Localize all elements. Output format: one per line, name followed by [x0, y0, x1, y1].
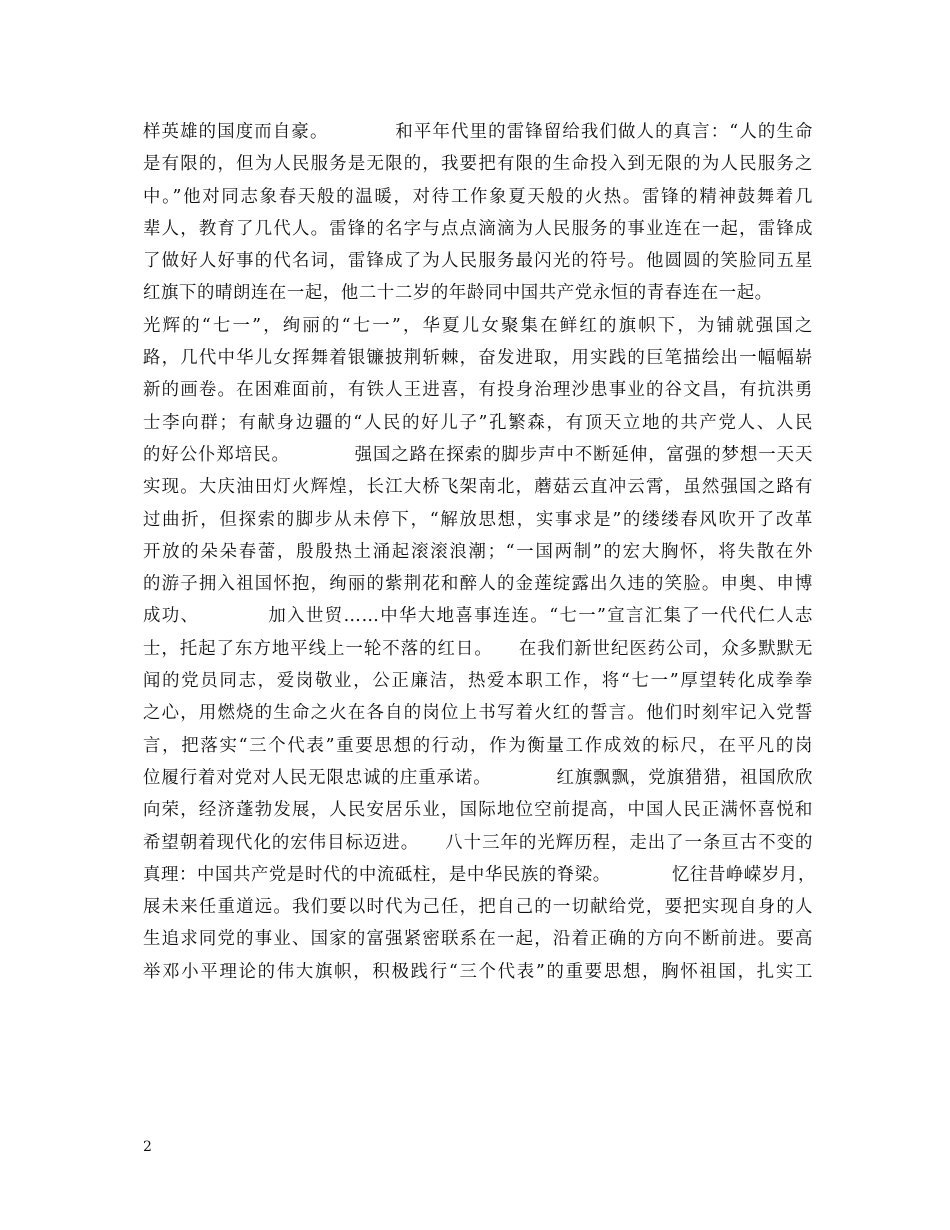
- text-line: 成功、 加入世贸……中华大地喜事连连。“七一”宣言汇集了一代代仁人志: [143, 606, 813, 627]
- text-line: 的游子拥入祖国怀抱，绚丽的紫荆花和醉人的金莲绽露出久违的笑脸。申奥、申博: [143, 574, 813, 595]
- text-line: 的好公仆郑培民。 强国之路在探索的脚步声中不断延伸，富强的梦想一天天: [143, 444, 813, 465]
- text-line: 展未来任重道远。我们要以时代为己任，把自己的一切献给党，要把实现自身的人: [143, 897, 813, 918]
- text-line: 生追求同党的事业、国家的富强紧密联系在一起，沿着正确的方向不断前进。要高: [143, 929, 813, 950]
- text-line: 新的画卷。在困难面前，有铁人王进喜，有投身治理沙患事业的谷文昌，有抗洪勇: [143, 380, 813, 401]
- text-line: 希望朝着现代化的宏伟目标迈进。 八十三年的光辉历程，走出了一条亘古不变的: [143, 832, 813, 853]
- text-line: 位履行着对党对人民无限忠诚的庄重承诺。 红旗飘飘，党旗猎猎，祖国欣欣: [143, 767, 813, 788]
- text-line: 真理：中国共产党是时代的中流砥柱，是中华民族的脊梁。 忆往昔峥嵘岁月，: [143, 864, 816, 885]
- text-line: 辈人，教育了几代人。雷锋的名字与点点滴滴为人民服务的事业连在一起，雷锋成: [143, 218, 813, 239]
- text-line: 样英雄的国度而自豪。 和平年代里的雷锋留给我们做人的真言：“人的生命: [143, 122, 813, 142]
- text-line: 光辉的“七一”，绚丽的“七一”，华夏儿女聚集在鲜红的旗帜下，为铺就强国之: [143, 315, 813, 336]
- text-line: 举邓小平理论的伟大旗帜，积极践行“三个代表”的重要思想，胸怀祖国，扎实工: [143, 961, 813, 982]
- text-line: 闻的党员同志，爱岗敬业，公正廉洁，热爱本职工作，将“七一”厚望转化成拳拳: [143, 671, 813, 692]
- text-line: 红旗下的晴朗连在一起，他二十二岁的年龄同中国共产党永恒的青春连在一起。: [143, 283, 773, 304]
- text-line: 过曲折，但探索的脚步从未停下，“解放思想，实事求是”的缕缕春风吹开了改革: [143, 509, 813, 530]
- text-line: 路，几代中华儿女挥舞着银镰披荆斩棘，奋发进取，用实践的巨笔描绘出一幅幅崭: [143, 348, 813, 369]
- text-line: 了做好人好事的代名词，雷锋成了为人民服务最闪光的符号。他圆圆的笑脸同五星: [143, 251, 813, 272]
- text-line: 士，托起了东方地平线上一轮不落的红日。 在我们新世纪医药公司，众多默默无: [143, 638, 813, 659]
- text-line: 开放的朵朵春蕾，殷殷热土涌起滚滚浪潮；“一国两制”的宏大胸怀，将失散在外: [143, 541, 813, 562]
- text-line: 士李向群；有献身边疆的“人民的好儿子”孔繁森，有顶天立地的共产党人、人民: [143, 412, 813, 433]
- text-line: 实现。大庆油田灯火辉煌，长江大桥飞架南北，蘑菇云直冲云霄，虽然强国之路有: [143, 477, 813, 498]
- body-text: [143, 116, 816, 988]
- text-line: 言，把落实“三个代表”重要思想的行动，作为衡量工作成效的标尺，在平凡的岗: [143, 735, 813, 756]
- text-line: 中。”他对同志象春天般的温暖，对待工作象夏天般的火热。雷锋的精神鼓舞着几: [143, 186, 813, 207]
- page-number: 2: [143, 1139, 152, 1155]
- text-line: 向荣，经济蓬勃发展，人民安居乐业，国际地位空前提高，中国人民正满怀喜悦和: [143, 800, 813, 821]
- text-line: 之心，用燃烧的生命之火在各自的岗位上书写着火红的誓言。他们时刻牢记入党誓: [143, 703, 813, 724]
- text-line: 是有限的，但为人民服务是无限的，我要把有限的生命投入到无限的为人民服务之: [143, 154, 813, 175]
